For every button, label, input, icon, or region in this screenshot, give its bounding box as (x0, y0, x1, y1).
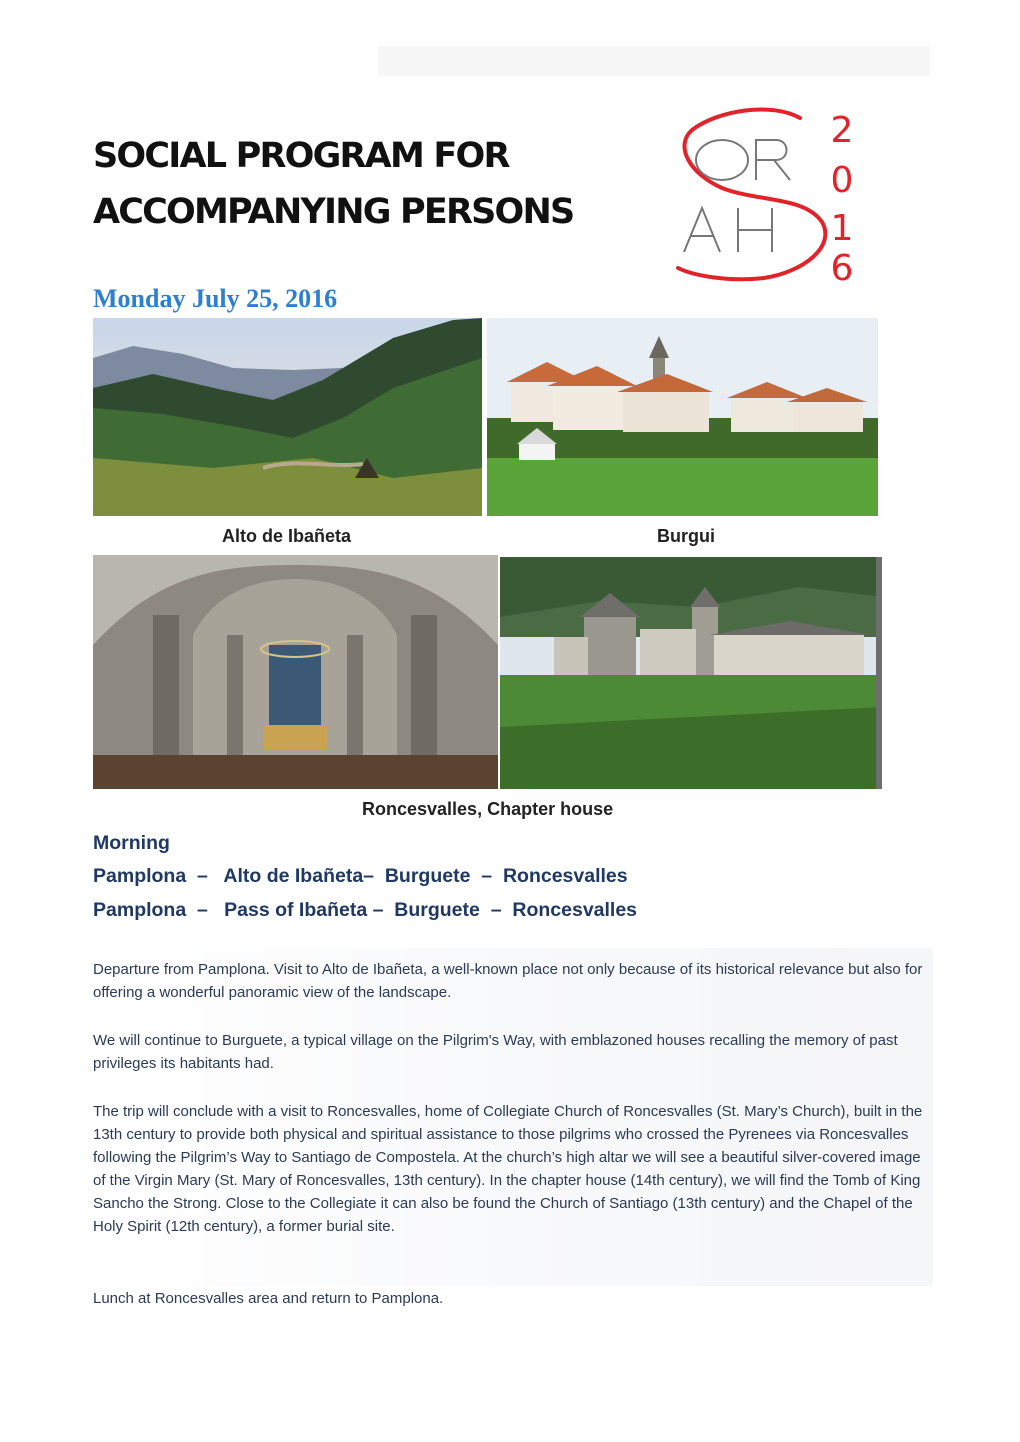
photo-village (487, 318, 878, 516)
logo-digit-6: 6 (830, 248, 854, 289)
paragraph-burguete: We will continue to Burguete, a typical village on the Pilgrim's Way, with emblazoned houses recalling the memory of past privileges its habitants had. (93, 1032, 898, 1072)
route-line-1: Pamplona – Alto de Ibañeta– Burguete – Roncesvalles (93, 865, 628, 887)
caption-alto-de-ibaneta: Alto de Ibañeta (222, 526, 352, 546)
route-line-2: Pamplona – Pass of Ibañeta – Burguete – Roncesvalles (93, 899, 638, 921)
logo-digit-2: 2 (830, 110, 854, 151)
photo-mountain-valley (93, 318, 482, 516)
photo-church-interior (93, 555, 498, 789)
title-line-1: SOCIAL PROGRAM FOR (93, 136, 509, 176)
caption-roncesvalles: Roncesvalles, Chapter house (362, 799, 614, 819)
logo-digit-0: 0 (830, 160, 854, 201)
paragraph-departure: Departure from Pamplona. Visit to Alto de Ibañeta, a well-known place not only because of its historical relevance but also for offering a wonderful panoramic view of the landscape. (93, 961, 923, 1001)
schedule-heading: Morning (93, 832, 170, 854)
page-title (93, 128, 653, 240)
paragraph-roncesvalles: The trip will conclude with a visit to Roncesvalles, home of Collegiate Church of Roncesvalles (St. Mary’s Church), built in the 13th century to provide both physical and spiritual assistance to those pilgrims who crossed the Pyrenees via Roncesvalles following the Pilgrim’s Way to Santiago de Compostela. At the church’s high altar we will see a beautiful silver-covered image of the Virgin Mary (St. Mary of Roncesvalles, 13th century). In the chapter house (14th century), we will find the Tomb of King Sancho the Strong. Close to the Collegiate it can also be found the Church of Santiago (13th century) and the Chapel of the Holy Spirit (12th century), a former burial site. (93, 1103, 923, 1235)
caption-burgui: Burgui (657, 526, 715, 546)
paragraph-lunch: Lunch at Roncesvalles area and return to Pamplona. (93, 1290, 444, 1307)
event-date: Monday July 25, 2016 (93, 284, 338, 313)
sorah-2016-logo (672, 104, 872, 294)
logo-digit-1: 1 (830, 208, 854, 249)
title-line-2: ACCOMPANYING PERSONS (93, 192, 574, 232)
photo-chapter-house (500, 557, 882, 789)
header-shading (378, 46, 930, 76)
